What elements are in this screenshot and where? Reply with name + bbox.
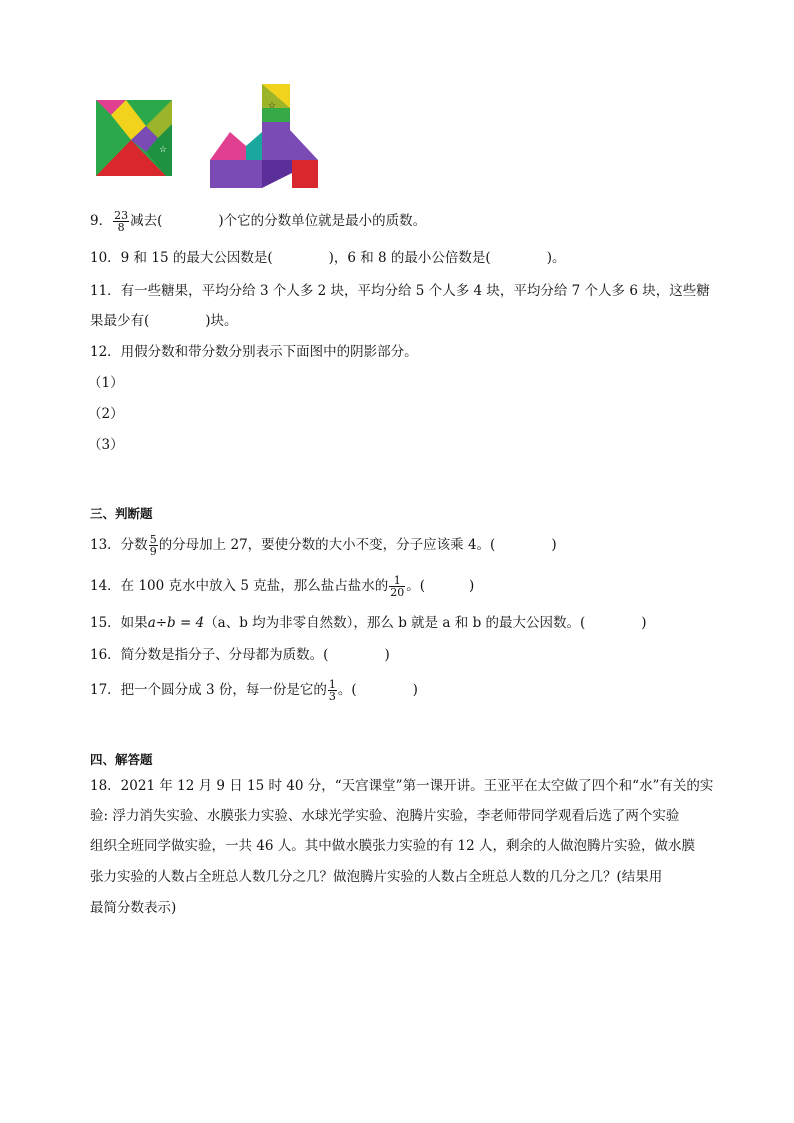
question-18-line-5: 最简分数表示): [90, 900, 177, 916]
fraction: $\frac{23}{8}$: [114, 209, 129, 234]
section-3-title: 三、判断题: [90, 506, 153, 521]
star-symbol: ☆: [268, 101, 277, 111]
fraction: $\frac{1}{20}$: [390, 574, 405, 599]
expression: a÷b = 4: [147, 615, 205, 631]
question-10: 10．9 和 15 的最大公因数是( )，6 和 8 的最小公倍数是( )。: [90, 250, 566, 266]
fraction: $\frac{5}{9}$: [149, 533, 157, 558]
question-15: 15．如果a÷b = 4（a、b 均为非零自然数），那么 b 就是 a 和 b 的最大公因数。( ): [90, 615, 647, 631]
question-16: 16．简分数是指分子、分母都为质数。( ): [90, 647, 390, 663]
question-18-line-3: 组织全班同学做实验，一共 46 人。其中做水膜张力实验的有 12 人，剩余的人做泡腾片实验，做水膜: [90, 838, 696, 854]
question-18-line-1: 18．2021 年 12 月 9 日 15 时 40 分，“天宫课堂”第一课开讲。王亚平在太空做了四个和“水”有关的实: [90, 778, 714, 794]
question-14: 14．在 100 克水中放入 5 克盐，那么盐占盐水的 $\frac{1}{20}$ 。( ): [90, 574, 475, 599]
question-12-sub-3: （3）: [88, 437, 124, 453]
question-11-line-1: 11．有一些糖果，平均分给 3 个人多 2 块，平均分给 5 个人多 4 块，平均分给 7 个人多 6 块，这些糖: [90, 283, 710, 299]
question-18-line-2: 验: 浮力消失实验、水膜张力实验、水球光学实验、泡腾片实验，李老师带同学观看后选了两个实验: [90, 808, 680, 824]
square-tangram-figure: [96, 100, 172, 176]
question-18-line-4: 张力实验的人数占全班总人数几分之几？做泡腾片实验的人数占全班总人数的几分之几？(结果用: [90, 869, 663, 885]
section-4-title: 四、解答题: [90, 752, 153, 767]
question-12-sub-1: （1）: [88, 375, 124, 391]
castle-tangram-figure: [210, 82, 320, 188]
question-13: 13．分数 $\frac{5}{9}$ 的分母加上 27，要使分数的大小不变，分子应该乘 4。( ): [90, 533, 557, 558]
question-9: 9． $\frac{23}{8}$ 减去( )个它的分数单位就是最小的质数。: [90, 209, 427, 234]
question-12-sub-2: （2）: [88, 406, 124, 422]
star-symbol: ☆: [159, 145, 168, 155]
fraction: $\frac{1}{3}$: [328, 678, 336, 703]
question-11-line-2: 果最少有( )块。: [90, 313, 238, 329]
question-17: 17．把一个圆分成 3 份，每一份是它的 $\frac{1}{3}$ 。( ): [90, 678, 418, 703]
question-12: 12．用假分数和带分数分别表示下面图中的阴影部分。: [90, 344, 418, 360]
